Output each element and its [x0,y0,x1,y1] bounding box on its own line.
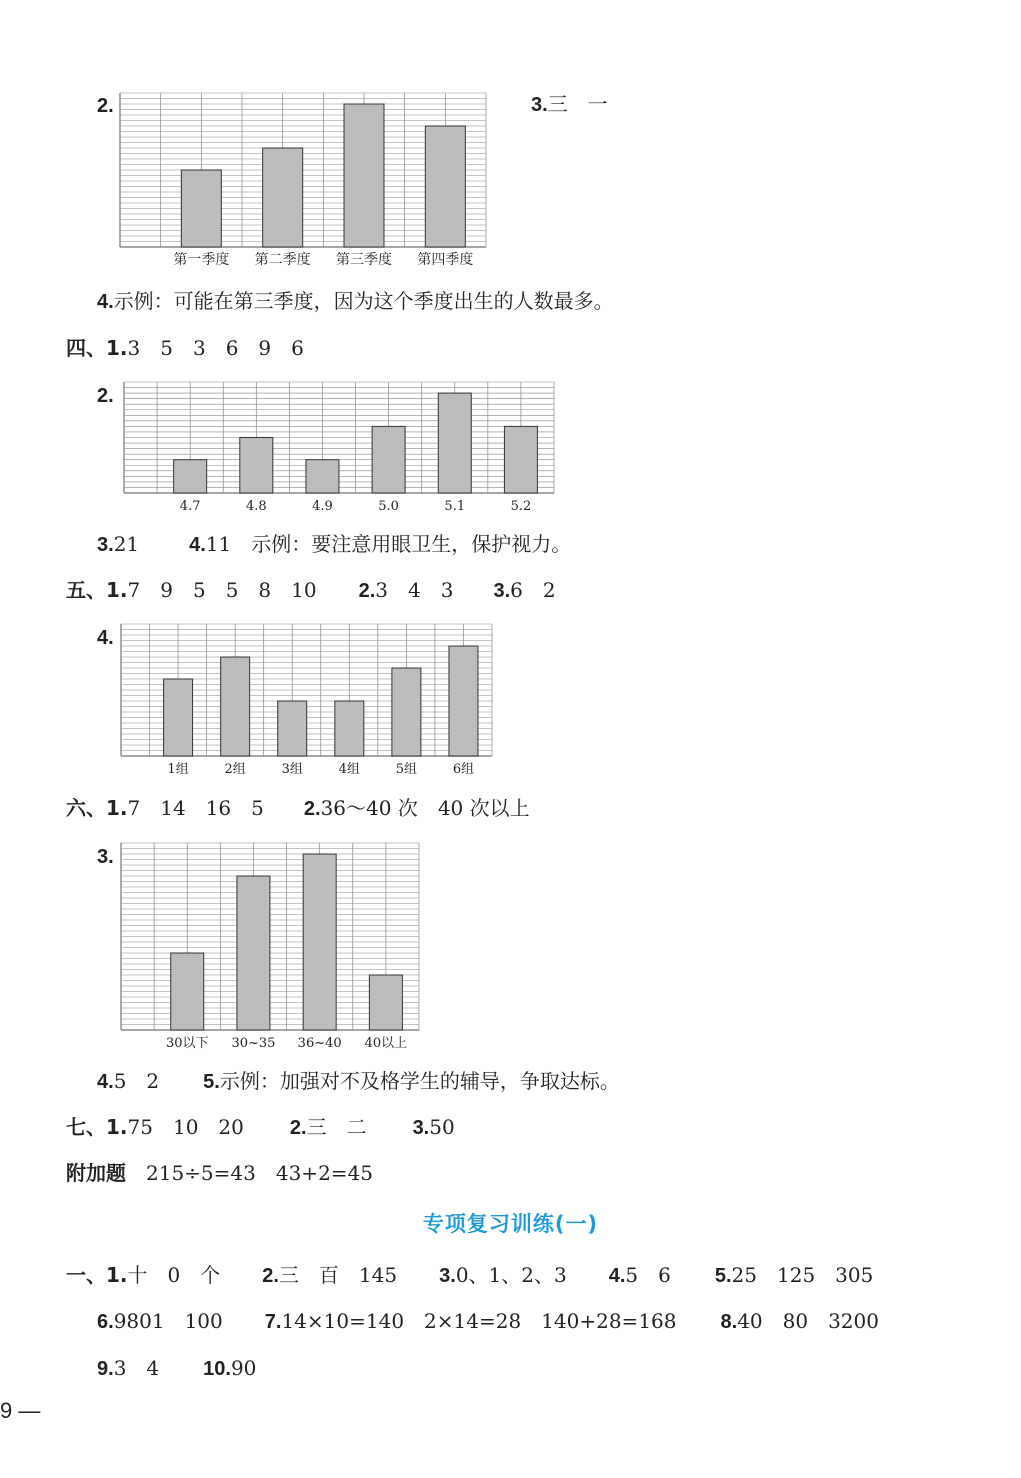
bar-2 [221,657,250,756]
category-label-3: 4.9 [312,499,333,514]
bar-6 [504,426,537,493]
group-bar-chart [121,624,492,780]
bar-2 [263,148,303,247]
chart-1-svg [120,93,486,271]
section7-answers: 七、1.75 10 20 2.三 二 3.50 [66,1115,455,1139]
category-label-4: 40以上 [364,1036,408,1051]
extra-question: 附加题 215÷5=43 43+2=45 [66,1161,374,1185]
category-label-2: 第二季度 [254,252,311,268]
category-label-4: 5.0 [378,499,399,514]
bar-5 [392,668,421,756]
category-label-1: 4.7 [179,499,201,514]
q4-answer: 4.示例：可能在第三季度，因为这个季度出生的人数最多。 [97,289,614,313]
category-label-4: 第四季度 [417,252,474,268]
chart-4-svg [121,843,419,1054]
review-row3: 9.3 4 10.90 [97,1356,257,1380]
bar-1 [174,460,207,493]
review-row2: 6.9801 100 7.14×10=140 2×14=28 140+28=168 8.40 80 3200 [97,1309,879,1333]
bar-6 [449,646,478,756]
bar-1 [164,679,193,756]
bar-5 [438,393,471,493]
q3-answer: 3.三 一 [531,92,608,116]
category-label-1: 第一季度 [173,252,230,268]
category-label-5: 5.1 [444,499,466,514]
section-heading: 专项复习训练(一) [422,1212,599,1236]
category-label-6: 5.2 [510,499,532,514]
chart-3-svg [121,624,492,780]
bar-4 [425,126,465,247]
section6-q4-q5: 4.5 2 5.示例：加强对不及格学生的辅导，争取达标。 [97,1069,620,1093]
chart1-label: 2. [97,95,114,117]
chart-2-svg [124,382,554,517]
category-label-2: 30~35 [231,1036,276,1051]
vision-bar-chart [124,382,554,517]
bar-4 [369,975,402,1030]
bar-3 [278,701,307,756]
section6-q1-q2: 六、1.7 14 16 5 2.36～40 次 40 次以上 [66,796,530,820]
category-label-5: 5组 [395,762,418,777]
category-label-3: 36~40 [297,1036,342,1051]
bar-1 [171,953,204,1030]
category-label-1: 30以下 [165,1036,209,1051]
bar-3 [344,104,384,247]
category-label-6: 6组 [452,762,475,777]
rope-skipping-bar-chart [121,843,419,1054]
page-number: 9 — [0,1398,41,1423]
category-label-2: 4.8 [245,499,267,514]
bar-2 [240,438,273,494]
category-label-3: 3组 [281,762,303,777]
chart3-label: 4. [97,627,114,649]
category-label-4: 4组 [338,762,360,777]
review-row1: 一、1.十 0 个 2.三 百 145 3.0、1、2、3 4.5 6 5.25 125 305 [66,1263,874,1287]
bar-1 [181,170,221,247]
bar-3 [306,460,339,493]
category-label-3: 第三季度 [336,252,392,268]
birth-season-bar-chart [120,93,486,271]
bar-2 [237,876,270,1030]
bar-4 [372,426,405,493]
chart2-label: 2. [97,385,114,407]
category-label-2: 2组 [224,762,246,777]
category-label-1: 1组 [167,762,189,777]
section5-q1-q3: 五、1.7 9 5 5 8 10 2.3 4 3 3.6 2 [66,578,556,602]
chart4-label: 3. [97,846,114,868]
bar-4 [335,701,364,756]
bar-3 [303,854,336,1030]
section4-q1: 四、1.3 5 3 6 9 6 [66,336,304,360]
section4-q3-q4: 3.21 4.11 示例：要注意用眼卫生，保护视力。 [97,532,572,556]
